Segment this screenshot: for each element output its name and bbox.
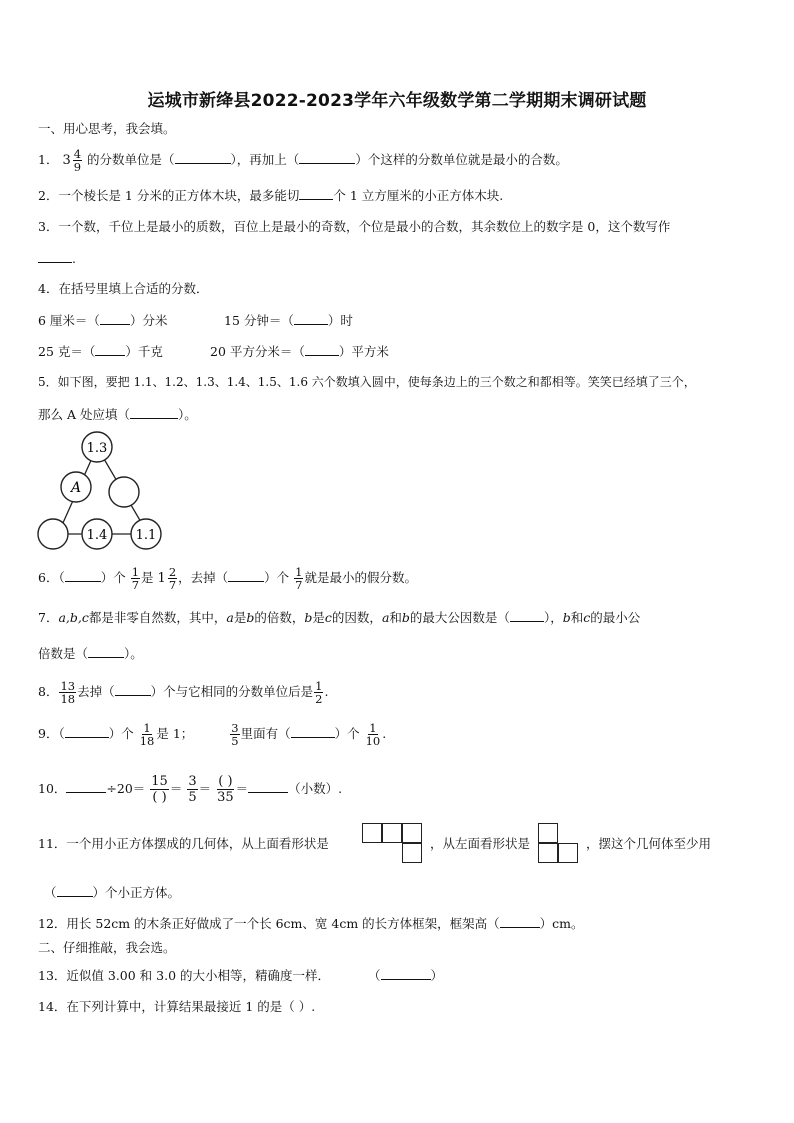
svg-text:1.1: 1.1 xyxy=(135,528,157,543)
answer-blank[interactable] xyxy=(305,343,339,356)
circle-bottom-right xyxy=(131,519,161,549)
top-view-figure xyxy=(362,823,424,865)
question-13: 13．近似值 3.00 和 3.0 的大小相等，精确度一样． （ ） xyxy=(38,968,444,983)
circle-top xyxy=(82,432,112,462)
question-11-end: ，摆这个几何体至少用 xyxy=(586,836,712,851)
answer-blank[interactable] xyxy=(228,569,264,582)
question-4-row-2b: 20 平方分米＝（ ）平方米 xyxy=(210,344,389,359)
question-4-row-1b: 15 分钟＝（ ）时 xyxy=(224,313,353,328)
answer-blank[interactable] xyxy=(38,250,72,263)
svg-text:A: A xyxy=(70,480,82,496)
question-9: 9．（ ）个 $\frac{1}{18}$ 是 1； $\frac{3}{5}$ 里面有（ ）个 $\frac{1}{10}$ . xyxy=(38,721,387,748)
mixed-number: 3 $\frac{4}{9}$ xyxy=(62,147,82,174)
answer-blank[interactable] xyxy=(299,187,333,200)
question-3-answer: . xyxy=(38,250,76,267)
circle-bottom-left[interactable] xyxy=(38,519,68,549)
answer-blank[interactable] xyxy=(65,725,109,738)
question-5-line-2: 那么 A 处应填（ ）。 xyxy=(38,407,197,422)
answer-blank[interactable] xyxy=(291,725,335,738)
answer-blank[interactable] xyxy=(248,780,288,793)
left-view-figure xyxy=(538,823,580,865)
question-5: 5．如下图，要把 1.1、1.2、1.3、1.4、1.5、1.6 六个数填入圆中，使每条边上的三个数之和都相等。笑笑已经填了三个， xyxy=(38,375,696,389)
answer-blank[interactable] xyxy=(95,343,125,356)
question-7: 7．a,b,c都是非零自然数，其中，a是b的倍数，b是c的因数，a和b的最大公因数是（ ），b和c的最小公 xyxy=(38,610,641,625)
mixed-number: 1 $\frac{2}{7}$ xyxy=(157,565,177,592)
svg-text:1.4: 1.4 xyxy=(86,528,108,543)
circle-right-mid[interactable] xyxy=(109,477,139,507)
question-7-line-2: 倍数是（ ）。 xyxy=(38,646,143,661)
answer-blank[interactable] xyxy=(57,884,93,897)
question-6: 6．（ ）个 $\frac{1}{7}$ 是 1 $\frac{2}{7}$ ，去掉（ ）个 $\frac{1}{7}$ 就是最小的假分数。 xyxy=(38,565,417,592)
answer-blank[interactable] xyxy=(130,406,178,419)
section-heading-2: 二、仔细推敲，我会选。 xyxy=(38,940,176,955)
question-4-row-2: 25 克＝（ ）千克 xyxy=(38,344,163,359)
question-8: 8． $\frac{13}{18}$ 去掉（ ）个与它相同的分数单位后是 $\frac{1}{2}$ . xyxy=(38,679,329,706)
svg-text:1.3: 1.3 xyxy=(86,441,108,456)
question-4-row-1: 6 厘米＝（ ）分米 xyxy=(38,313,168,328)
triangle-circle-diagram xyxy=(36,430,166,552)
answer-blank[interactable] xyxy=(510,609,544,622)
answer-blank[interactable] xyxy=(66,780,106,793)
answer-blank[interactable] xyxy=(500,915,540,928)
question-2: 2．一个棱长是 1 分米的正方体木块，最多能切 个 1 立方厘米的小正方体木块. xyxy=(38,188,504,203)
question-11-mid: ，从左面看形状是 xyxy=(430,836,531,851)
answer-blank[interactable] xyxy=(65,569,101,582)
question-11: 11．一个用小正方体摆成的几何体，从上面看形状是 xyxy=(38,836,329,851)
answer-blank[interactable] xyxy=(294,312,328,325)
question-1: 1． 3 $\frac{4}{9}$ 的分数单位是（ ），再加上（ ）个这样的分数单位就是最小的合数。 xyxy=(38,147,568,174)
question-12: 12．用长 52cm 的木条正好做成了一个长 6cm、宽 4cm 的长方体框架，框架高（ ）cm。 xyxy=(38,916,584,931)
section-heading-1: 一、用心思考，我会填。 xyxy=(38,121,176,136)
question-14: 14．在下列计算中，计算结果最接近 1 的是（ ）. xyxy=(38,999,316,1014)
question-4: 4．在括号里填上合适的分数． xyxy=(38,281,209,296)
question-3: 3．一个数，千位上是最小的质数，百位上是最小的奇数，个位是最小的合数，其余数位上的数字是 0，这个数写作 xyxy=(38,219,671,234)
answer-blank[interactable] xyxy=(175,151,231,164)
circle-a xyxy=(61,472,91,502)
answer-blank[interactable] xyxy=(100,312,130,325)
answer-blank[interactable] xyxy=(115,683,151,696)
circle-bottom-mid xyxy=(82,519,112,549)
question-11-line-2: （ ）个小正方体。 xyxy=(44,885,181,900)
page-title: 运城市新绛县2022-2023学年六年级数学第二学期期末调研试题 xyxy=(147,91,647,111)
question-10: 10． ÷20＝ $\frac{15}{( )}$ ＝ $\frac{3}{5}$ ＝ $\frac{( )}{35}$ ＝ （小数）. xyxy=(38,774,343,805)
answer-blank[interactable] xyxy=(381,967,431,980)
answer-blank[interactable] xyxy=(299,151,355,164)
answer-blank[interactable] xyxy=(88,645,124,658)
